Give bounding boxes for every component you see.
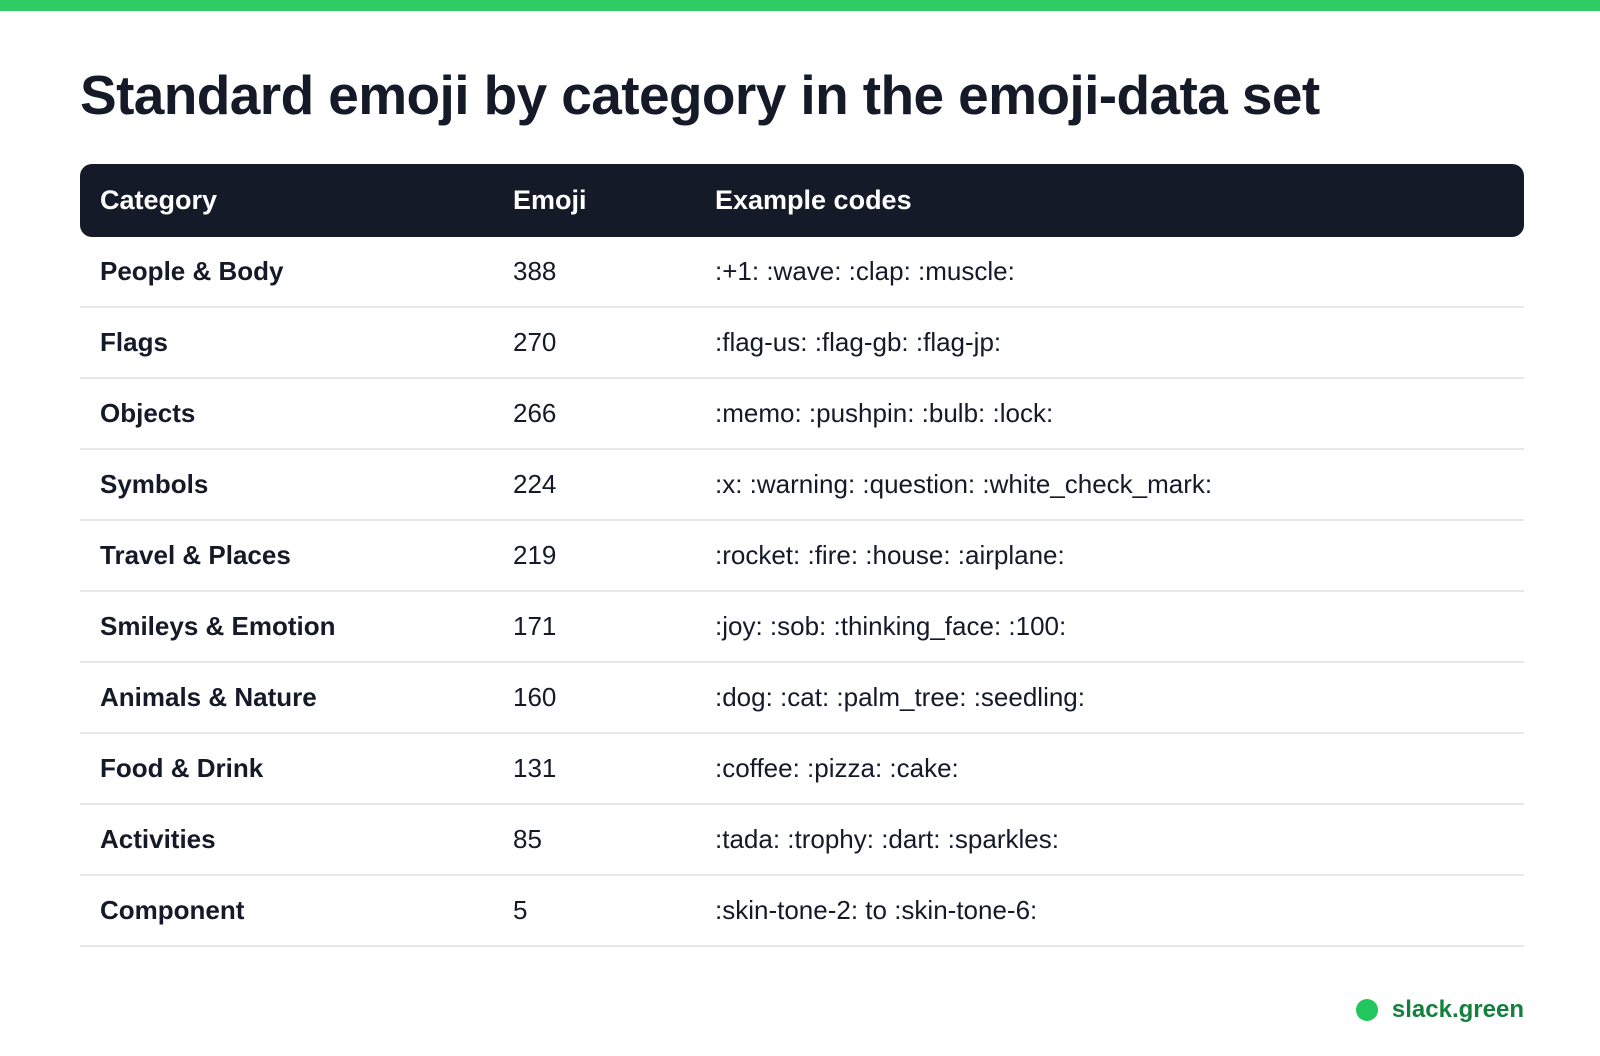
row-category: Animals & Nature	[100, 682, 317, 712]
row-category: Travel & Places	[100, 540, 291, 570]
table-header	[80, 164, 1524, 237]
row-emoji-count: 160	[513, 682, 557, 712]
row-example-codes: :+1: :wave: :clap: :muscle:	[715, 256, 1015, 286]
row-category: Activities	[100, 824, 216, 854]
row-example-codes: :rocket: :fire: :house: :airplane:	[715, 540, 1065, 570]
brand-mark	[1356, 996, 1524, 1024]
row-category: Flags	[100, 327, 168, 357]
row-example-codes: :memo: :pushpin: :bulb: :lock:	[715, 398, 1054, 428]
header-category: Category	[100, 185, 218, 215]
row-example-codes: :dog: :cat: :palm_tree: :seedling:	[715, 682, 1085, 712]
row-category: People & Body	[100, 256, 284, 286]
row-emoji-count: 85	[513, 824, 542, 854]
table-row	[80, 734, 1524, 805]
row-emoji-count: 219	[513, 540, 557, 570]
row-category: Smileys & Emotion	[100, 611, 336, 641]
table-row	[80, 308, 1524, 379]
table-row	[80, 379, 1524, 450]
row-category: Objects	[100, 398, 196, 428]
table-row	[80, 237, 1524, 308]
row-example-codes: :skin-tone-2: to :skin-tone-6:	[715, 895, 1038, 925]
row-category: Symbols	[100, 469, 209, 499]
top-accent-bar	[0, 0, 1600, 11]
table-row	[80, 450, 1524, 521]
green-dot-icon	[1356, 999, 1378, 1021]
row-emoji-count: 224	[513, 469, 557, 499]
row-example-codes: :x: :warning: :question: :white_check_mark:	[715, 469, 1213, 499]
page-title: Standard emoji by category in the emoji-data set	[80, 64, 1320, 126]
row-example-codes: :joy: :sob: :thinking_face: :100:	[715, 611, 1067, 641]
table-row	[80, 521, 1524, 592]
table-row	[80, 663, 1524, 734]
row-emoji-count: 171	[513, 611, 557, 641]
row-emoji-count: 5	[513, 895, 528, 925]
header-example-codes: Example codes	[715, 185, 912, 215]
row-emoji-count: 270	[513, 327, 557, 357]
row-category: Food & Drink	[100, 753, 264, 783]
row-emoji-count: 388	[513, 256, 557, 286]
brand-label: slack.green	[1391, 996, 1524, 1023]
row-emoji-count: 131	[513, 753, 557, 783]
table-row	[80, 876, 1524, 947]
row-category: Component	[100, 895, 245, 925]
row-emoji-count: 266	[513, 398, 557, 428]
row-example-codes: :flag-us: :flag-gb: :flag-jp:	[715, 327, 1002, 357]
header-emoji: Emoji	[513, 185, 587, 215]
row-example-codes: :coffee: :pizza: :cake:	[715, 753, 959, 783]
table-row	[80, 805, 1524, 876]
emoji-category-table	[80, 164, 1524, 947]
row-example-codes: :tada: :trophy: :dart: :sparkles:	[715, 824, 1059, 854]
table-row	[80, 592, 1524, 663]
